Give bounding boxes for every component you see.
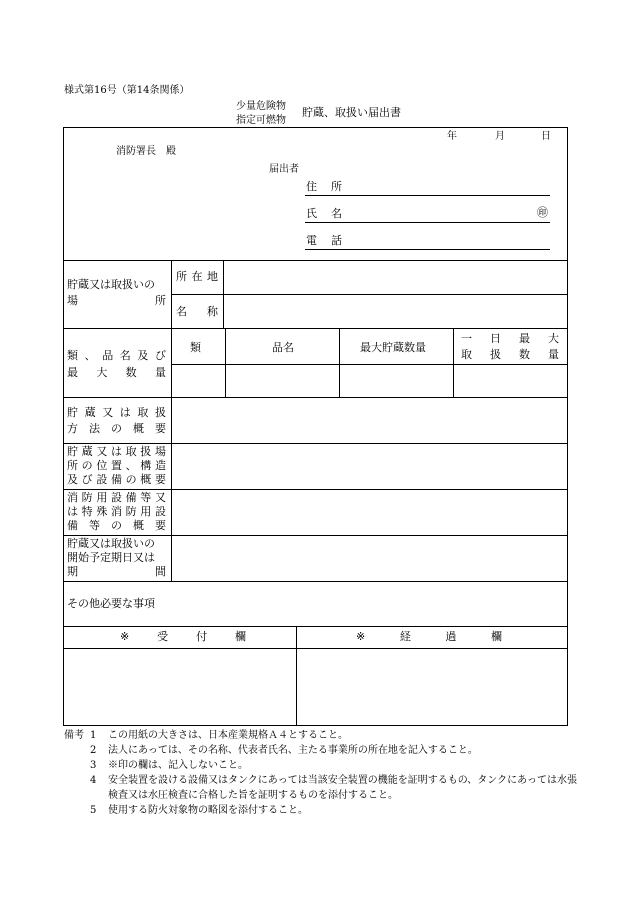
product-name-field[interactable] bbox=[226, 365, 338, 397]
address-field[interactable] bbox=[305, 195, 550, 196]
title-prefix-line1: 少量危険物 bbox=[236, 101, 286, 112]
location-label-line2: 場 所 bbox=[67, 294, 166, 307]
facility-label-line2: 所 の 位 置 、 構 造 bbox=[67, 459, 166, 472]
header-product-name: 品名 bbox=[272, 341, 294, 354]
addressee: 消防署長 殿 bbox=[116, 146, 176, 157]
note-item: 4 安全装置を設ける設備又はタンクにあっては当該安全装置の機能を証明するもの、タンクにあっては水張検査又は水圧検査に合格した旨を証明するものを添付すること。 bbox=[90, 775, 577, 801]
notes-heading: 備考 bbox=[64, 730, 84, 741]
facility-label-line1: 貯 蔵 又 は 取 扱 場 bbox=[67, 445, 166, 458]
location-label-line1: 貯蔵又は取扱いの bbox=[67, 278, 155, 291]
other-field[interactable] bbox=[172, 582, 567, 626]
location-name-label: 名 称 bbox=[176, 305, 218, 318]
address-label: 住 所 bbox=[306, 180, 342, 193]
facility-label-line3: 及 び 設 備 の 概 要 bbox=[67, 473, 166, 486]
methods-label-line2: 方 法 の 概 要 bbox=[67, 422, 166, 435]
methods-label-line1: 貯 蔵 又 は 取 扱 bbox=[67, 406, 166, 419]
form-number: 様式第16号（第14条関係） bbox=[64, 85, 190, 96]
location-address-label: 所 在 地 bbox=[176, 270, 218, 283]
products-label-line1: 類 、 品 名 及 び bbox=[67, 349, 166, 362]
other-label: その他必要な事項 bbox=[67, 597, 155, 610]
date-month: 月 bbox=[495, 131, 505, 142]
period-field[interactable] bbox=[172, 536, 567, 581]
note-item: 2 法人にあっては、その名称、代表者氏名、主たる事業所の所在地を記入すること。 bbox=[90, 745, 478, 756]
notifier-label: 届出者 bbox=[269, 164, 299, 175]
reception-box bbox=[64, 649, 295, 725]
name-label: 氏 名 bbox=[306, 207, 342, 220]
class-field[interactable] bbox=[172, 365, 224, 397]
date-day: 日 bbox=[541, 131, 551, 142]
progress-header: ※ 経 過 欄 bbox=[356, 630, 502, 643]
equipment-label-line2: は 特 殊 消 防 用 設 bbox=[67, 505, 166, 518]
progress-box bbox=[297, 649, 567, 725]
period-label-line3: 期 間 bbox=[67, 565, 166, 578]
products-label-line2: 最 大 数 量 bbox=[67, 366, 166, 379]
seal-icon: ㊞ bbox=[537, 206, 548, 219]
form-title: 貯蔵、取扱い届出書 bbox=[302, 106, 401, 119]
title-prefix-line2: 指定可燃物 bbox=[236, 115, 286, 126]
phone-label: 電 話 bbox=[306, 234, 342, 247]
period-label-line1: 貯蔵又は取扱いの bbox=[67, 537, 155, 550]
header-daily-line2: 取 扱 数 量 bbox=[461, 348, 559, 361]
note-item: 3 ※印の欄は、記入しないこと。 bbox=[90, 760, 248, 771]
equipment-field[interactable] bbox=[172, 490, 567, 535]
daily-max-field[interactable] bbox=[454, 365, 567, 397]
reception-header: ※ 受 付 欄 bbox=[120, 630, 246, 643]
header-class: 類 bbox=[190, 341, 201, 354]
date-year: 年 bbox=[447, 131, 457, 142]
phone-field[interactable] bbox=[305, 249, 550, 250]
note-item: 備考 1 この用紙の大きさは、日本産業規格Ａ４とすること。 bbox=[64, 730, 348, 741]
facility-field[interactable] bbox=[172, 444, 567, 489]
location-name-field[interactable] bbox=[224, 295, 567, 328]
equipment-label-line3: 備 等 の 概 要 bbox=[67, 519, 166, 532]
location-address-field[interactable] bbox=[224, 261, 567, 294]
note-item: 5 使用する防火対象物の略図を添付すること。 bbox=[90, 805, 308, 816]
name-field[interactable] bbox=[305, 222, 550, 223]
max-storage-field[interactable] bbox=[340, 365, 452, 397]
header-max-storage: 最大貯蔵数量 bbox=[360, 341, 426, 354]
equipment-label-line1: 消 防 用 設 備 等 又 bbox=[67, 491, 166, 504]
methods-field[interactable] bbox=[172, 398, 567, 443]
notes bbox=[64, 728, 584, 818]
period-label-line2: 開始予定期日又は bbox=[67, 551, 155, 564]
header-daily-line1: 一 日 最 大 bbox=[461, 332, 559, 345]
